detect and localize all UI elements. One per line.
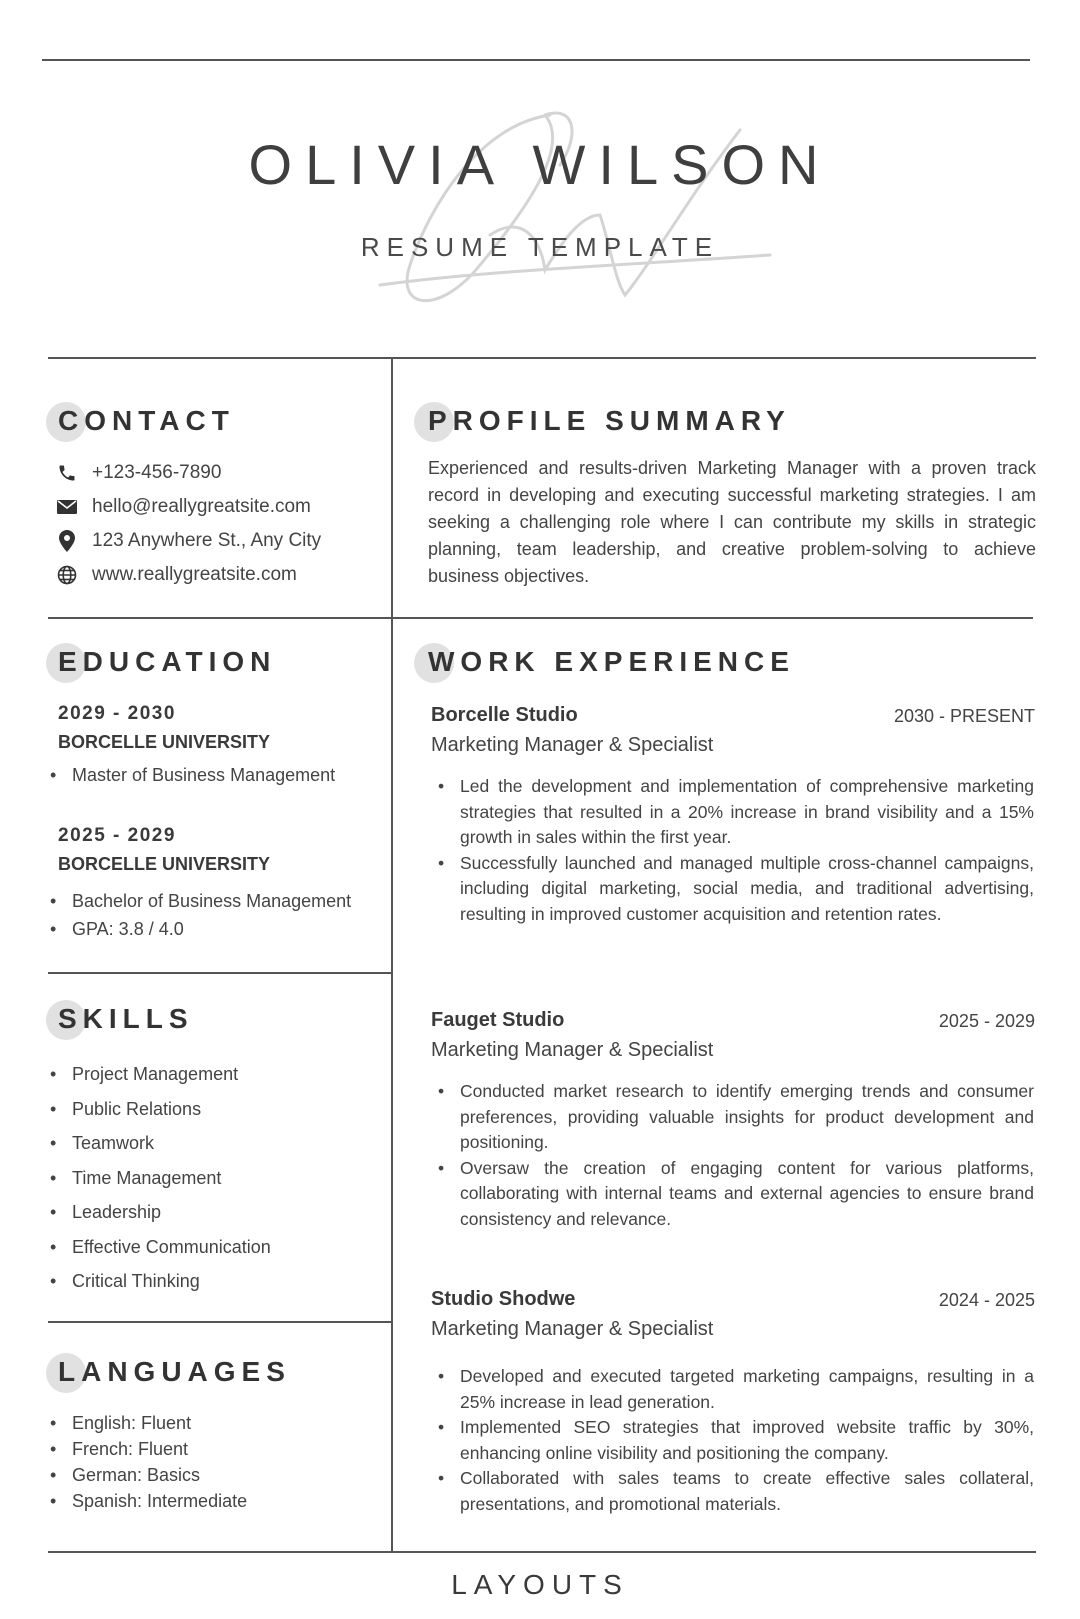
phone-text: +123-456-7890: [92, 462, 222, 483]
email-text: hello@reallygreatsite.com: [92, 496, 311, 517]
list-item: • Public Relations: [50, 1092, 271, 1127]
list-item: • Effective Communication: [50, 1230, 271, 1265]
list-item: • French: Fluent: [50, 1436, 247, 1462]
job-role: Marketing Manager & Specialist: [431, 1318, 714, 1340]
languages-title: LANGUAGES: [58, 1356, 291, 1387]
job-dates: 2025 - 2029: [938, 1011, 1035, 1031]
job-bullets: [434, 774, 1034, 927]
education-years: 2025 - 2029: [58, 825, 176, 846]
job-bullets: [434, 1079, 1034, 1232]
footer-brand: LAYOUTS: [451, 1569, 629, 1600]
contact-address: [56, 530, 321, 552]
globe-icon: [56, 564, 78, 586]
profile-summary-text: Experienced and results-driven Marketing Manager with a proven track record in developing and executing successful marketing strategies. I am seeking a challenging role where I can contribute my skills in strategic planning, team leadership, and creative problem-solving to achieve business objectives.: [428, 458, 1036, 586]
bottom-divider: [48, 1551, 1036, 1553]
left-divider-3: [48, 1321, 393, 1323]
list-item: • Collaborated with sales teams to create effective sales collateral, presentations, and promotional materials.: [434, 1466, 1034, 1517]
list-item: • Conducted market research to identify emerging trends and consumer preferences, providing valuable insights for product development and positioning.: [434, 1079, 1034, 1156]
list-item: • Bachelor of Business Management: [50, 887, 351, 915]
website-text: www.reallygreatsite.com: [92, 564, 297, 585]
list-item: • GPA: 3.8 / 4.0: [50, 915, 351, 943]
education-years: 2029 - 2030: [58, 703, 176, 724]
job-company: Studio Shodwe: [431, 1288, 576, 1310]
phone-icon: [56, 462, 78, 484]
list-item: • English: Fluent: [50, 1410, 247, 1436]
education-school: BORCELLE UNIVERSITY: [58, 854, 271, 874]
job-dates: 2024 - 2025: [938, 1290, 1035, 1310]
job-role: Marketing Manager & Specialist: [431, 734, 714, 756]
email-icon: [56, 496, 78, 518]
header-divider: [48, 357, 1036, 359]
contact-phone: [56, 462, 221, 484]
candidate-name: OLIVIA WILSON: [248, 133, 832, 196]
right-divider-1: [391, 617, 1033, 619]
list-item: • Successfully launched and managed multiple cross-channel campaigns, including digital marketing, social media, and traditional advertising, resulting in improved customer acquisition and retention rates.: [434, 851, 1034, 928]
list-item: • Spanish: Intermediate: [50, 1488, 247, 1514]
education-details: [50, 887, 351, 943]
address-text: 123 Anywhere St., Any City: [92, 530, 322, 551]
monogram-logo: [370, 95, 790, 325]
location-pin-icon: [56, 530, 78, 552]
job-company: Borcelle Studio: [431, 704, 578, 726]
contact-website: [56, 564, 297, 586]
education-school: BORCELLE UNIVERSITY: [58, 732, 271, 752]
contact-title: CONTACT: [58, 405, 235, 436]
left-divider-1: [48, 617, 393, 619]
job-bullets: [434, 1364, 1034, 1517]
list-item: • Implemented SEO strategies that improved website traffic by 30%, enhancing online visibility and positioning the company.: [434, 1415, 1034, 1466]
column-divider: [391, 357, 393, 1551]
list-item: • Master of Business Management: [50, 765, 335, 786]
job-dates: 2030 - PRESENT: [893, 706, 1035, 726]
skills-title: SKILLS: [58, 1003, 194, 1034]
top-divider: [42, 59, 1030, 61]
resume-subtitle: RESUME TEMPLATE: [360, 232, 720, 262]
job-company: Fauget Studio: [431, 1009, 565, 1031]
list-item: • Developed and executed targeted marketing campaigns, resulting in a 25% increase in lead generation.: [434, 1364, 1034, 1415]
skills-list: [50, 1057, 271, 1299]
list-item: • Teamwork: [50, 1126, 271, 1161]
job-role: Marketing Manager & Specialist: [431, 1039, 714, 1061]
education-details: [50, 765, 335, 786]
list-item: • Critical Thinking: [50, 1264, 271, 1299]
list-item: • German: Basics: [50, 1462, 247, 1488]
profile-title: PROFILE SUMMARY: [428, 405, 791, 436]
languages-list: [50, 1410, 247, 1514]
education-title: EDUCATION: [58, 646, 277, 677]
work-title: WORK EXPERIENCE: [428, 646, 795, 677]
list-item: • Time Management: [50, 1161, 271, 1196]
list-item: • Leadership: [50, 1195, 271, 1230]
contact-email: [56, 496, 311, 518]
list-item: • Project Management: [50, 1057, 271, 1092]
list-item: • Led the development and implementation of comprehensive marketing strategies that resulted in a 20% increase in brand visibility and a 15% growth in sales within the first year.: [434, 774, 1034, 851]
list-item: • Oversaw the creation of engaging content for various platforms, collaborating with internal teams and external agencies to ensure brand consistency and relevance.: [434, 1156, 1034, 1233]
left-divider-2: [48, 972, 393, 974]
